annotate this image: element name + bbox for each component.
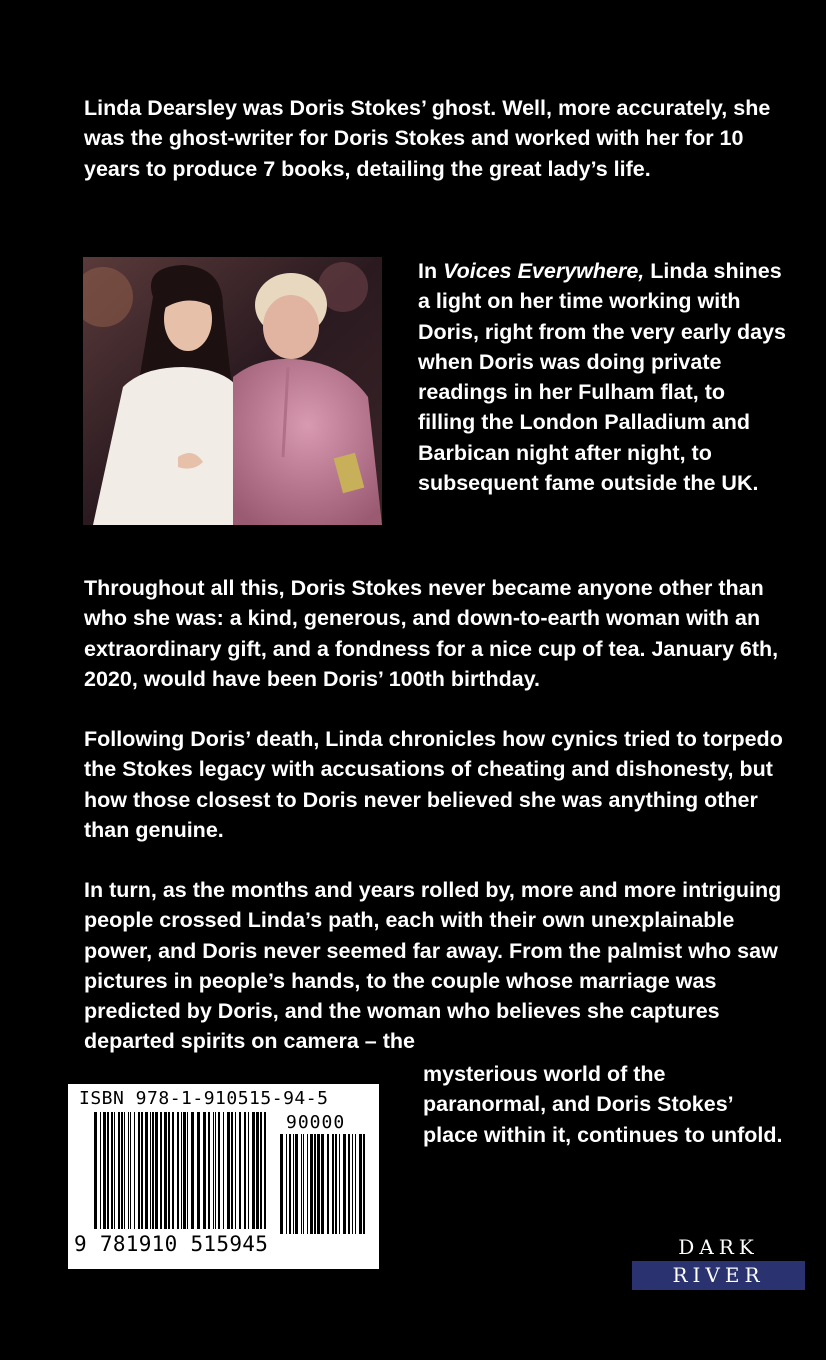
closing-paragraph-part2: mysterious world of the paranormal, and Doris Stokes’ place within it, continues to unfold. <box>423 1062 783 1147</box>
book-title: Voices Everywhere, <box>443 259 645 283</box>
legacy-paragraph: Following Doris’ death, Linda chronicles how cynics tried to torpedo the Stokes legacy with accusations of cheating and dishonesty, but how those closest to Doris never believed she was anything other than genuine. <box>84 727 783 842</box>
ean-number: 9 781910 515945 <box>74 1232 269 1256</box>
author-photo <box>83 257 382 525</box>
isbn-number: ISBN 978-1-910515-94-5 <box>79 1088 329 1109</box>
publisher-name-line2: RIVER <box>632 1261 805 1290</box>
closing-paragraph-part1: In turn, as the months and years rolled by, more and more intriguing people crossed Linda’s path, each with their own unexplainable power, and Doris never seemed far away. From the palmist who saw pictures in people’s hands, to the couple whose marriage was predicted by Doris, and the woman who believes she captures departed spirits on camera – the <box>84 878 782 1054</box>
isbn-barcode <box>68 1084 379 1269</box>
p2-prefix: In <box>418 259 444 283</box>
book-description-paragraph <box>418 256 788 498</box>
intro-paragraph: Linda Dearsley was Doris Stokes’ ghost. Well, more accurately, she was the ghost-writer for Doris Stokes and worked with her for 10 years to produce 7 books, detailing the great lady’s life. <box>84 96 771 181</box>
publisher-logo <box>632 1233 805 1290</box>
character-paragraph: Throughout all this, Doris Stokes never became anyone other than who she was: a kind, generous, and down-to-earth woman with an extraordinary gift, and a fondness for a nice cup of tea. January 6th, 2020, would have been Doris’ 100th birthday. <box>84 576 779 691</box>
publisher-name-line1: DARK <box>678 1235 759 1259</box>
p2-rest: Linda shines a light on her time working with Doris, right from the very early days when Doris was doing private readings in her Fulham flat, to filling the London Palladium and Barbican night after night, to subsequent fame outside the UK. <box>418 259 787 496</box>
price-code: 90000 <box>286 1112 346 1133</box>
